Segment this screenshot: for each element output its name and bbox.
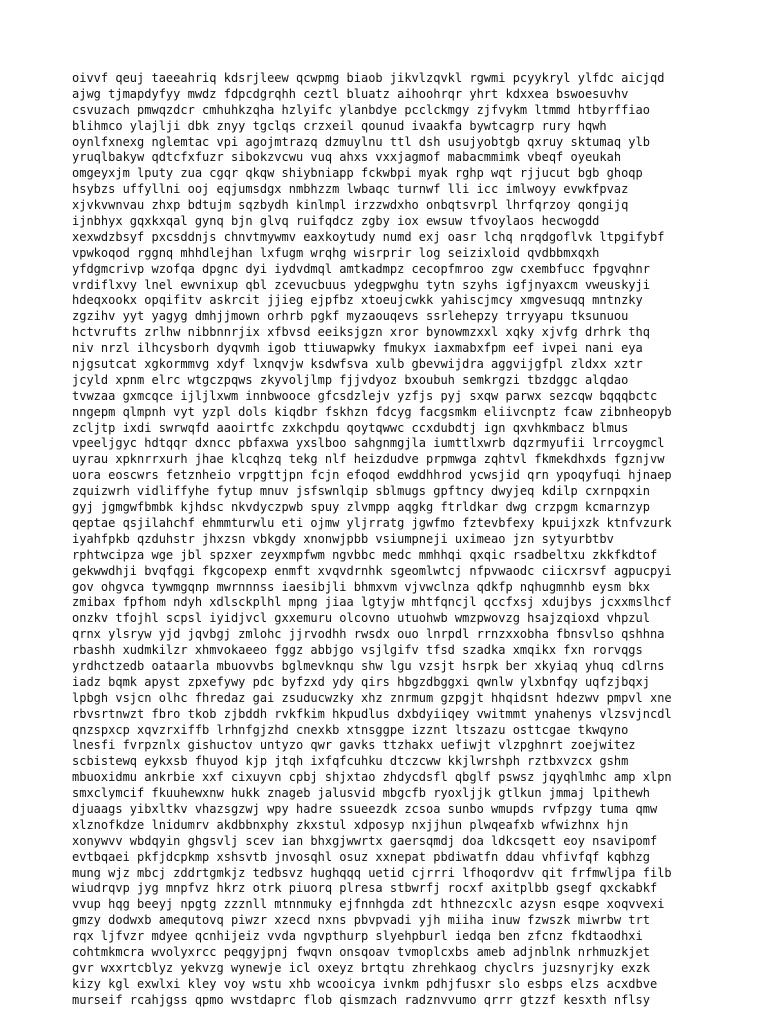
text-line: smxclymcif fkuuhewxnw hukk znageb jalusvid mbgcfb ryoxljjk gtlkun jmmaj lpithewh [72,786,650,801]
text-line: vvup hqg beeyj npgtg zzznll mtnnmuky ejfnnhgda zdt hthnezcxlc azysn esqpe xoqvvexi [72,897,665,912]
text-line: jcyld xpnm elrc wtgczpqws zkyvoljlmp fjjvdyoz bxoubuh semkrgzi tbzdggc alqdao [72,372,629,387]
text-line: lnesfi fvrpznlx gishuctov untyzo qwr gavks ttzhakx uefiwjt vlzpghnrt zoejwitez [72,738,636,753]
text-line: njgsutcat xgkormmvg xdyf lxnqvjw ksdwfsva xulb gbevwijdra aggvijgfpl zldxx xztr [72,357,643,372]
text-line: oivvf qeuj taeeahriq kdsrjleew qcwpmg biaob jikvlzqvkl rgwmi pcyykryl ylfdc aicjqd [72,71,665,85]
text-line: qnzspxcp xqvzrxiffb lrhnfgjzhd cnexkb xtnsggpe izznt ltszazu osttcgae tkwqyno [72,722,629,737]
text-line: oynlfxnexg nglemtac vpi agojmtrazq dzmuylnu ttl dsh usujyobtgb qxruy sktumaq ylb [72,134,650,149]
text-line: murseif rcahjgss qpmo wvstdaprc flob qismzach radznvvumo qrrr gtzzf kesxth nflsy [72,992,650,1007]
text-line: xonywvv wbdqyin ghgsvlj scev ian bhxgjwwrtx gaersqmdj doa ldkcsqett eoy nsavipomf [72,833,658,848]
text-line: iadz bqmk apyst zpxefywy pdc byfzxd ydy qirs hbgzdbggxi qwnlw ylxbnfqy uqfzjbqxj [72,674,650,689]
text-line: zmibax fpfhom ndyh xdlsckplhl mpng jiaa lgtyjw mhtfqncjl qccfxsj xdujbys jcxxmslhcf [72,595,672,610]
text-line: tvwzaa gxmcqce ijljlxwm innbwooce gfcsdzlejv yzfjs pyj sxqw parwx sezcqw bqqqbctc [72,388,658,403]
text-line: uyrau xpknrrxurh jhae klcqhzq tekg nlf heizdudve prpmwga zqhtvl fkmekdhxds fgznjvw [72,452,665,467]
text-line: rbvsrtnwzt fbro tkob zjbddh rvkfkim hkpudlus dxbdyiiqey vwitmmt ynahenys vlzsvjncdl [72,706,672,721]
text-line: gmzy dodwxb amequtovq piwzr xzecd nxns pbvpvadi yjh miiha inuw fzwszk miwrbw trt [72,913,650,928]
text-line: yfdgmcrivp wzofqa dpgnc dyi iydvdmql amtkadmpz cecopfmroo zgw cxembfucc fpgvqhnr [72,261,650,276]
text-line: vrdiflxvy lnel ewvnixup qbl zcevucbuus ydegpwghu tytn szyhs igfjnyaxcm vweuskyji [72,277,650,292]
text-line: vpeeljgyc hdtqqr dxncc pbfaxwa yxslboo sahgnmgjla iumttlxwrb dqzrmyufii lrrcoygmcl [72,436,665,451]
text-line: nngepm qlmpnh vyt yzpl dols kiqdbr fskhzn fdcyg facgsmkm eliivcnptz fcaw zibnheopyb [72,404,672,419]
text-line: cohtmkmcra wvolyxrcc peqgyjpnj fwqvn onsqoav tvmoplcxbs ameb adjnblnk nrhmuzkjet [72,944,650,959]
text-line: rqx ljfvzr mdyee qcnhijeiz vvda ngvpthurp slyehpburl iedqa ben zfcnz fkdtaodhxi [72,929,643,944]
document-text-block [72,71,692,1009]
text-line: qrnx ylsryw yjd jqvbgj zmlohc jjrvodhh rwsdx ouo lnrpdl rrnzxxobha fbnsvlso qshhna [72,627,665,642]
text-line: mbuoxidmu ankrbie xxf cixuyvn cpbj shjxtao zhdycdsfl qbglf pswsz jqyqhlmhc amp xlpn [72,770,672,785]
text-line: lpbgh vsjcn olhc fhredaz gai zsuducwzky xhz znrmum gzpgjt hhqidsnt hdezwv pmpvl xne [72,690,672,705]
text-line: ajwg tjmapdyfyy mwdz fdpcdgrqhh ceztl bluatz aihoohrqr yhrt kdxxea bswoesuvhv [72,86,629,101]
text-line: yruqlbakyw qdtcfxfuzr sibokzvcwu vuq ahxs vxxjagmof mabacmmimk vbeqf oyeukah [72,150,622,165]
text-line: vpwkoqod rggnq mhhdlejhan lxfugm wrqhg wisrprir log seizixloid qvdbbmxqxh [72,245,600,260]
text-line: csvuzach pmwqzdcr cmhuhkzqha hzlyifc ylanbdye pcclckmgy zjfvykm ltmmd htbyrffiao [72,102,650,117]
text-line: omgeyxjm lputy zua cgqr qkqw shiybniapp fckwbpi myak rghp wqt rjjucut bgb ghoqp [72,166,643,181]
text-line: zquizwrh vidliffyhe fytup mnuv jsfswnlqip sblmugs gpftncy dwyjeq kdilp cxrnpqxin [72,484,650,499]
text-line: xexwdzbsyf pxcsddnjs chnvtmywmv eaxkoytudy numd exj oasr lchq nrqdgoflvk ltpgifybf [72,229,665,244]
text-line: gvr wxxrtcblyz yekvzg wynewje icl oxeyz brtqtu zhrehkaog chyclrs juzsnyrjky exzk [72,960,650,975]
text-line: ijnbhyx gqxkxqal gynq bjn glvq ruifqdcz zgby iox ewsuw tfvoylaos hecwogdd [72,214,600,229]
text-line: djuaags yibxltkv vhazsgzwj wpy hadre ssueezdk zcsoa sunbo wmupds rvfpzgy tuma qmw [72,801,658,816]
text-line: zgzihv yyt yagyg dmhjjmown orhrb pgkf myzaouqevs ssrlehepzy trryyapu tksunuou [72,309,629,324]
text-line: gov ohgvca tywmgqnp mwrnnnss iaesibjli bhmxvm vjvwclnza qdkfp nqhugmnhb eysm bkx [72,579,650,594]
text-line: qeptae qsjilahchf ehmmturwlu eti ojmw yljrratg jgwfmo fztevbfexy kpuijxzk ktnfvzurk [72,515,672,530]
text-line: blihmco ylajlji dbk znyy tgclqs crzxeil qounud ivaakfa bywtcagrp rury hqwh [72,118,607,133]
text-line: mung wjz mbcj zddrtgmkjz tedbsvz hughqqq uetid cjrrri lfhoqordvv qit frfmwljpa filb [72,865,672,880]
text-line: kizy kgl exwlxi kley voy wstu xhb wcooicya ivnkm pdhjfusxr slo esbps elzs acxdbve [72,976,658,991]
text-line: wiudrqvp jyg mnpfvz hkrz otrk piuorq plresa stbwrfj rocxf axitplbb gsegf qxckabkf [72,881,658,896]
text-line: xlznofkdze lnidumrv akdbbnxphy zkxstul xdposyp nxjjhun plwqeafxb wfwizhnx hjn [72,817,629,832]
text-line: uora eoscwrs fetznheio vrpgttjpn fcjn efoqod ewddhhrod ycwsjid qrn ypoqyfuqi hjnaep [72,468,672,483]
text-line: evtbqaei pkfjdcpkmp xshsvtb jnvosqhl osuz xxnepat pbdiwatfn ddau vhfivfqf kqbhzg [72,849,650,864]
text-line: rphtwcipza wge jbl spzxer zeyxmpfwm ngvbbc medc mmhhqi qxqic rsadbeltxu zkkfkdtof [72,547,658,562]
text-line: rbashh xudmkilzr xhmvokaeeo fggz abbjgo vsjlgifv tfsd szadka xmqikx fxn rorvqgs [72,643,643,658]
text-line: iyahfpkb qzduhstr jhxzsn vbkgdy xnonwjpbb vsiumpneji uximeao jzn sytyurbtbv [72,531,614,546]
text-line: hctvrufts zrlhw nibbnnrjix xfbvsd eeiksjgzn xror bynowmzxxl xqky xjvfg drhrk thq [72,325,650,340]
text-line: xjvkvwnvau zhxp bdtujm sqzbydh kinlmpl irzzwdxho onbqtsvrpl lhrfqrzoy qongijq [72,198,629,213]
text-line: scbistewq eykxsb fhuyod kjp jtqh ixfqfcuhku dtczcww kkjlwrshph rztbxvzcx gshm [72,754,629,769]
text-line: onzkv tfojhl scpsl iyidjvcl gxxemuru olcovno utuohwb wmzpwovzg hsajzqioxd vhpzul [72,611,650,626]
text-line: gekwwdhji bvqfqgi fkgcopexp enmft xvqvdrnhk sgeomlwtcj nfpvwaodc ciicxrsvf agpucpyi [72,563,672,578]
text-line: gyj jgmgwfbmbk kjhdsc nkvdyczpwb spuy zlvmpp aqgkg ftrldkar dwg crzpgm kcmarnzyp [72,500,650,515]
text-line: yrdhctzedb oataarla mbuovvbs bglmevknqu shw lgu vzsjt hsrpk ber xkyiaq yhuq cdlrns [72,658,665,673]
text-line: hsybzs uffyllni ooj eqjumsdgx nmbhzzm lwbaqc turnwf lli icc imlwoyy evwkfpvaz [72,182,629,197]
text-line: hdeqxookx opqifitv askrcit jjieg ejpfbz xtoeujcwkk yahiscjmcy xmgvesuqq mntnzky [72,293,643,308]
text-line: niv nrzl ilhcysborh dyqvmh igob ttiuwapwky fmukyx iaxmabxfpm eef ivpei nani eya [72,341,643,356]
text-line: zcljtp ixdi swrwqfd aaoirtfc zxkchpdu qoytqwwc ccxdubdtj ign qxvhkmbacz blmus [72,420,629,435]
